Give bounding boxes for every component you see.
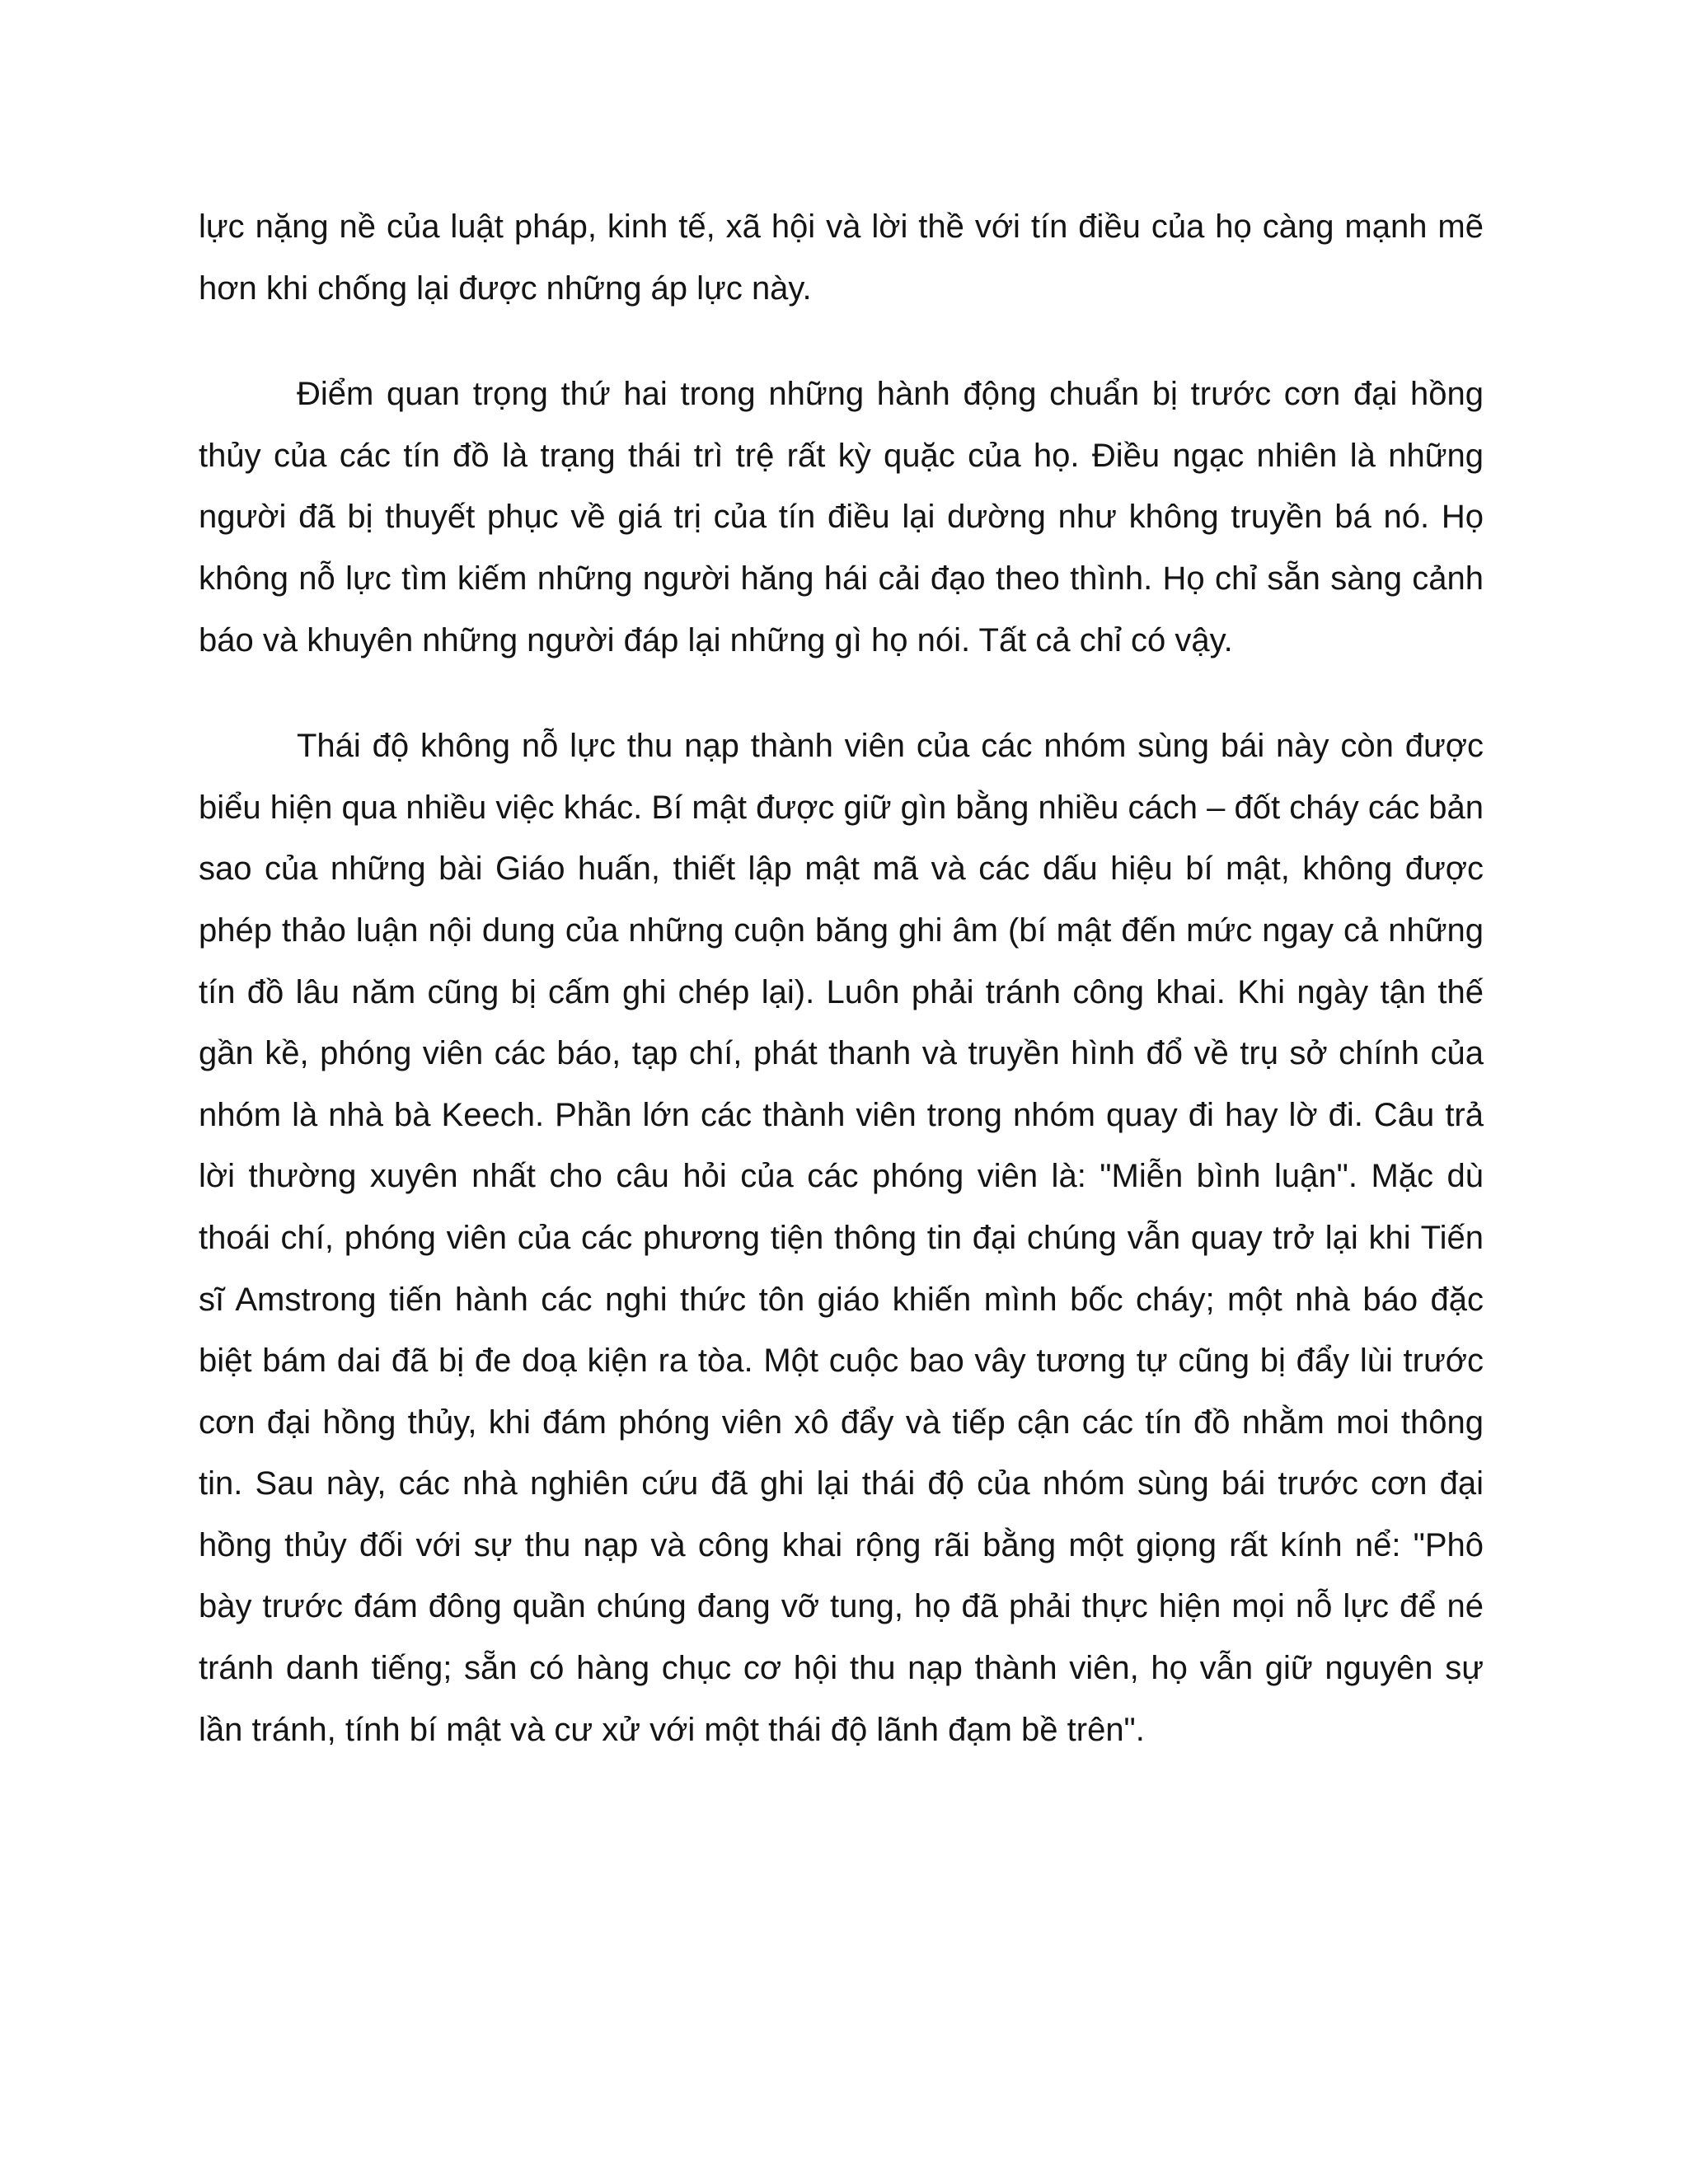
paragraph-secrecy: Thái độ không nỗ lực thu nạp thành viên của các nhóm sùng bái này còn được biểu hiện qua nhiều việc khác. Bí mật được giữ gìn bằng nhiều cách – đốt cháy các bản sao của những bài Giáo huấn, thiết lập mật mã và các dấu hiệu bí mật, không được phép thảo luận nội dung của những cuộn băng ghi âm (bí mật đến mức ngay cả những tín đồ lâu năm cũng bị cấm ghi chép lại). Luôn phải tránh công khai. Khi ngày tận thế gần kề, phóng viên các báo, tạp chí, phát thanh và truyền hình đổ về trụ sở chính của nhóm là nhà bà Keech. Phần lớn các thành viên trong nhóm quay đi hay lờ đi. Câu trả lời thường xuyên nhất cho câu hỏi của các phóng viên là: "Miễn bình luận". Mặc dù thoái chí, phóng viên của các phương tiện thông tin đại chúng vẫn quay trở lại khi Tiến sĩ Amstrong tiến hành các nghi thức tôn giáo khiến mình bốc cháy; một nhà báo đặc biệt bám dai đã bị đe doạ kiện ra tòa. Một cuộc bao vây tương tự cũng bị đẩy lùi trước cơn đại hồng thủy, khi đám phóng viên xô đẩy và tiếp cận các tín đồ nhằm moi thông tin. Sau này, các nhà nghiên cứu đã ghi lại thái độ của nhóm sùng bái trước cơn đại hồng thủy đối với sự thu nạp và công khai rộng rãi bằng một giọng rất kính nể: "Phô bày trước đám đông quần chúng đang vỡ tung, họ đã phải thực hiện mọi nỗ lực để né tránh danh tiếng; sẵn có hàng chục cơ hội thu nạp thành viên, họ vẫn giữ nguyên sự lần tránh, tính bí mật và cư xử với một thái độ lãnh đạm bề trên". (199, 728, 1484, 1748)
paragraph-continuation: lực nặng nề của luật pháp, kinh tế, xã hội và lời thề với tín điều của họ càng mạnh mẽ hơn khi chống lại được những áp lực này. (199, 209, 1484, 307)
paragraph-inertia: Điểm quan trọng thứ hai trong những hành động chuẩn bị trước cơn đại hồng thủy của các tín đồ là trạng thái trì trệ rất kỳ quặc của họ. Điều ngạc nhiên là những người đã bị thuyết phục về giá trị của tín điều lại dường như không truyền bá nó. Họ không nỗ lực tìm kiếm những người hăng hái cải đạo theo thình. Họ chỉ sẵn sàng cảnh báo và khuyên những người đáp lại những gì họ nói. Tất cả chỉ có vậy. (199, 376, 1484, 658)
